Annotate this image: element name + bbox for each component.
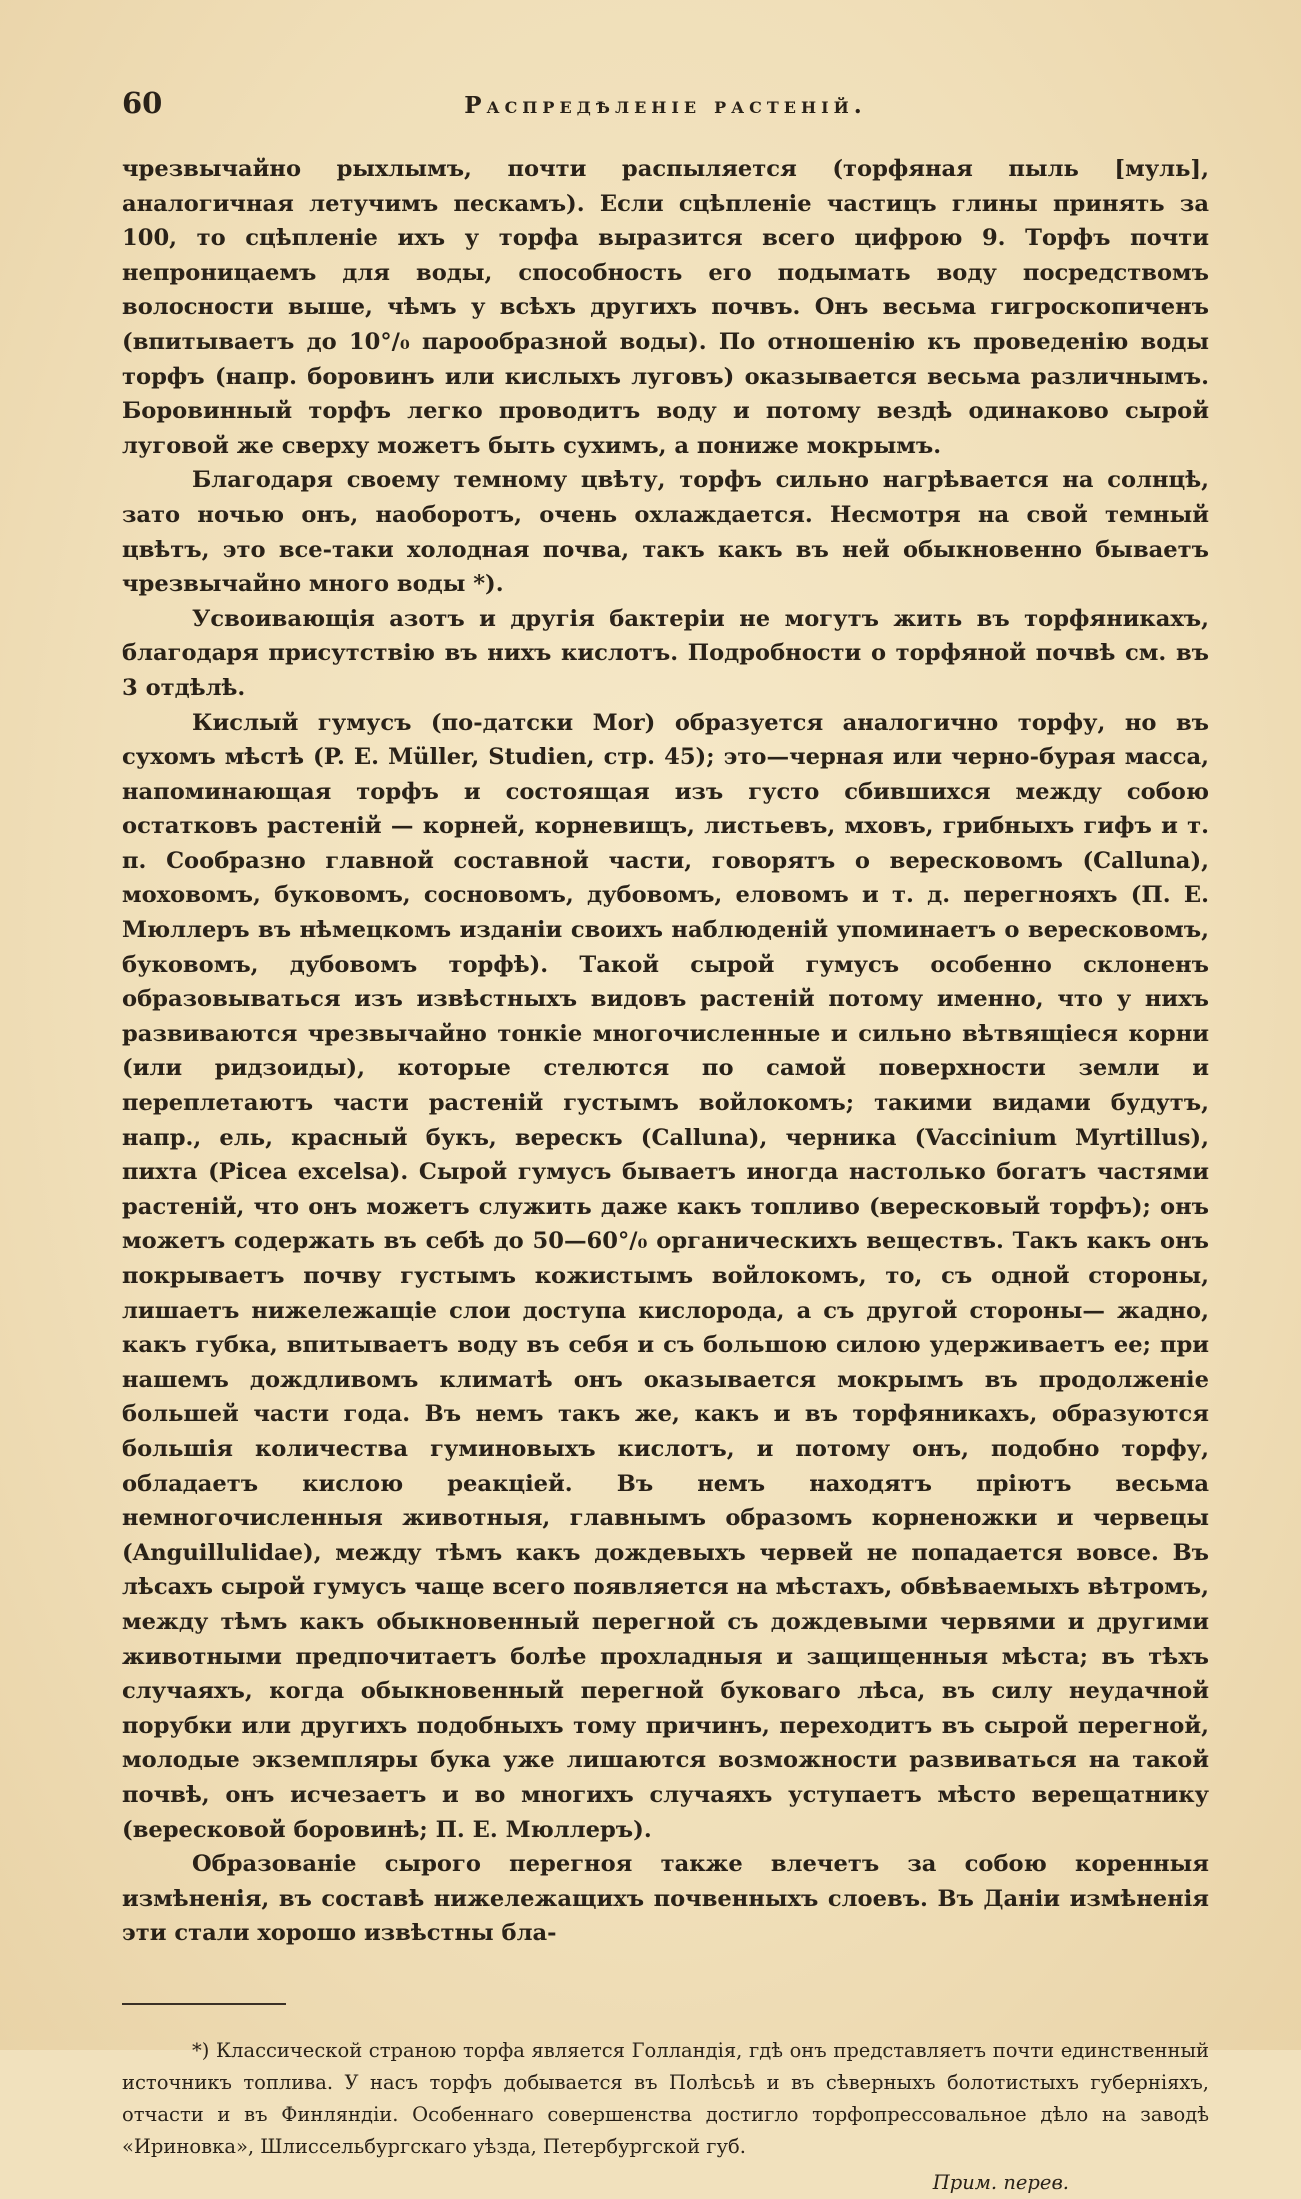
paragraph: чрезвычайно рыхлымъ, почти распыляется (торфяная пыль [муль], аналогичная летучимъ пескамъ). Если сцѣпленіе частицъ глины принять за 100, то сцѣпленіе ихъ у торфа выразится всего цифрою 9. Торфъ почти непроницаемъ для воды, способность его подымать воду посредствомъ волосности выше, чѣмъ у всѣхъ другихъ почвъ. Онъ весьма гигроскопиченъ (впитываетъ до 10°/₀ парообразной воды). По отношенію къ проведенію воды торфъ (напр. боровинъ или кислыхъ луговъ) оказывается весьма различнымъ. Боровинный торфъ легко проводитъ воду и потому вездѣ одинаково сырой луговой же сверху можетъ быть сухимъ, а пониже мокрымъ. [122,156,1209,459]
footnote-signature: Прим. перев. [932,2170,1069,2194]
paragraph: Усвоивающія азотъ и другія бактеріи не могутъ жить въ торфяникахъ, благодаря присутствію въ нихъ кислотъ. Подробности о торфяной почвѣ см. въ 3 отдѣлѣ. [122,605,1209,701]
paragraph: Кислый гумусъ (по-датски Mor) образуется аналогично торфу, но въ сухомъ мѣстѣ (P. E. Müller, Studien, стр. 45); это—черная или черно-бурая масса, напоминающая торфъ и состоящая изъ густо сбившихся между собою остатковъ растеній — корней, корневищъ, листьевъ, мховъ, грибныхъ гифъ и т. п. Сообразно главной составной части, говорятъ о вересковомъ (Calluna), моховомъ, буковомъ, сосновомъ, дубовомъ, еловомъ и т. д. перегнояхъ (П. Е. Мюллеръ въ нѣмецкомъ изданіи своихъ наблюденій упоминаетъ о вересковомъ, буковомъ, дубовомъ торфѣ). Такой сырой гумусъ особенно склоненъ образовываться изъ извѣстныхъ видовъ растеній потому именно, что у нихъ развиваются чрезвычайно тонкіе многочисленные и сильно вѣтвящіеся корни (или ридзоиды), которые стелются по самой поверхности земли и переплетаютъ части растеній густымъ войлокомъ; такими видами будутъ, напр., ель, красный букъ, верескъ (Calluna), черника (Vaccinium Myrtillus), пихта (Picea excelsa). Сырой гумусъ бываетъ иногда настолько богатъ частями растеній, что онъ можетъ служить даже какъ топливо (вересковый торфъ); онъ можетъ содержать въ себѣ до 50—60°/₀ органическихъ веществъ. Такъ какъ онъ покрываетъ почву густымъ кожистымъ войлокомъ, то, съ одной стороны, лишаетъ нижележащіе слои доступа кислорода, а съ другой стороны— жадно, какъ губка, впитываетъ воду въ себя и съ большою силою удерживаетъ ее; при нашемъ дождливомъ климатѣ онъ оказывается мокрымъ въ продолженіе большей части года. Въ немъ такъ же, какъ и въ торфяникахъ, образуются большія количества гуминовыхъ кислотъ, и потому онъ, подобно торфу, обладаетъ кислою реакціей. Въ немъ находятъ пріютъ весьма немногочисленныя животныя, главнымъ образомъ корненожки и червецы (Anguillulidae), между тѣмъ какъ дождевыхъ червей не попадается вовсе. Въ лѣсахъ сырой гумусъ чаще всего появляется на мѣстахъ, обвѣваемыхъ вѣтромъ, между тѣмъ какъ обыкновенный перегной съ дождевыми червями и другими животными предпочитаетъ болѣе прохладныя и защищенныя мѣста; въ тѣхъ случаяхъ, когда обыкновенный перегной буковаго лѣса, въ силу неудачной порубки или другихъ подобныхъ тому причинъ, переходитъ въ сырой перегной, молодые экземпляры бука уже лишаются возможности развиваться на такой почвѣ, онъ исчезаетъ и во многихъ случаяхъ уступаетъ мѣсто верещатнику (вересковой боровинѣ; П. Е. Мюллеръ). [122,709,1209,1843]
running-head [122,86,1209,126]
footnote [122,2035,1209,2199]
running-title: Распредѣленіе растеній. [464,92,867,119]
footnote-rule [122,2003,286,2005]
page-number: 60 [122,86,163,120]
paragraph: Образованіе сырого перегноя также влечетъ за собою коренныя измѣненія, въ составѣ нижележащихъ почвенныхъ слоевъ. Въ Даніи измѣненія эти стали хорошо извѣстны бла- [122,1851,1209,1947]
paragraph: Благодаря своему темному цвѣту, торфъ сильно нагрѣвается на солнцѣ, зато ночью онъ, наоборотъ, очень охлаждается. Несмотря на свой темный цвѣтъ, это все-таки холодная почва, такъ какъ въ ней обыкновенно бываетъ чрезвычайно много воды *). [122,467,1209,598]
body-text [122,152,1209,1951]
footnote-text: *) Классической страною торфа является Голландія, гдѣ онъ представляетъ почти единственный источникъ топлива. У насъ торфъ добывается въ Полѣсьѣ и въ сѣверныхъ болотистыхъ губерніяхъ, отчасти и въ Финляндіи. Особеннаго совершенства достигло торфопрессовальное дѣло на заводѣ «Ириновка», Шлиссельбургскаго уѣзда, Петербургской губ. [122,2038,1209,2158]
